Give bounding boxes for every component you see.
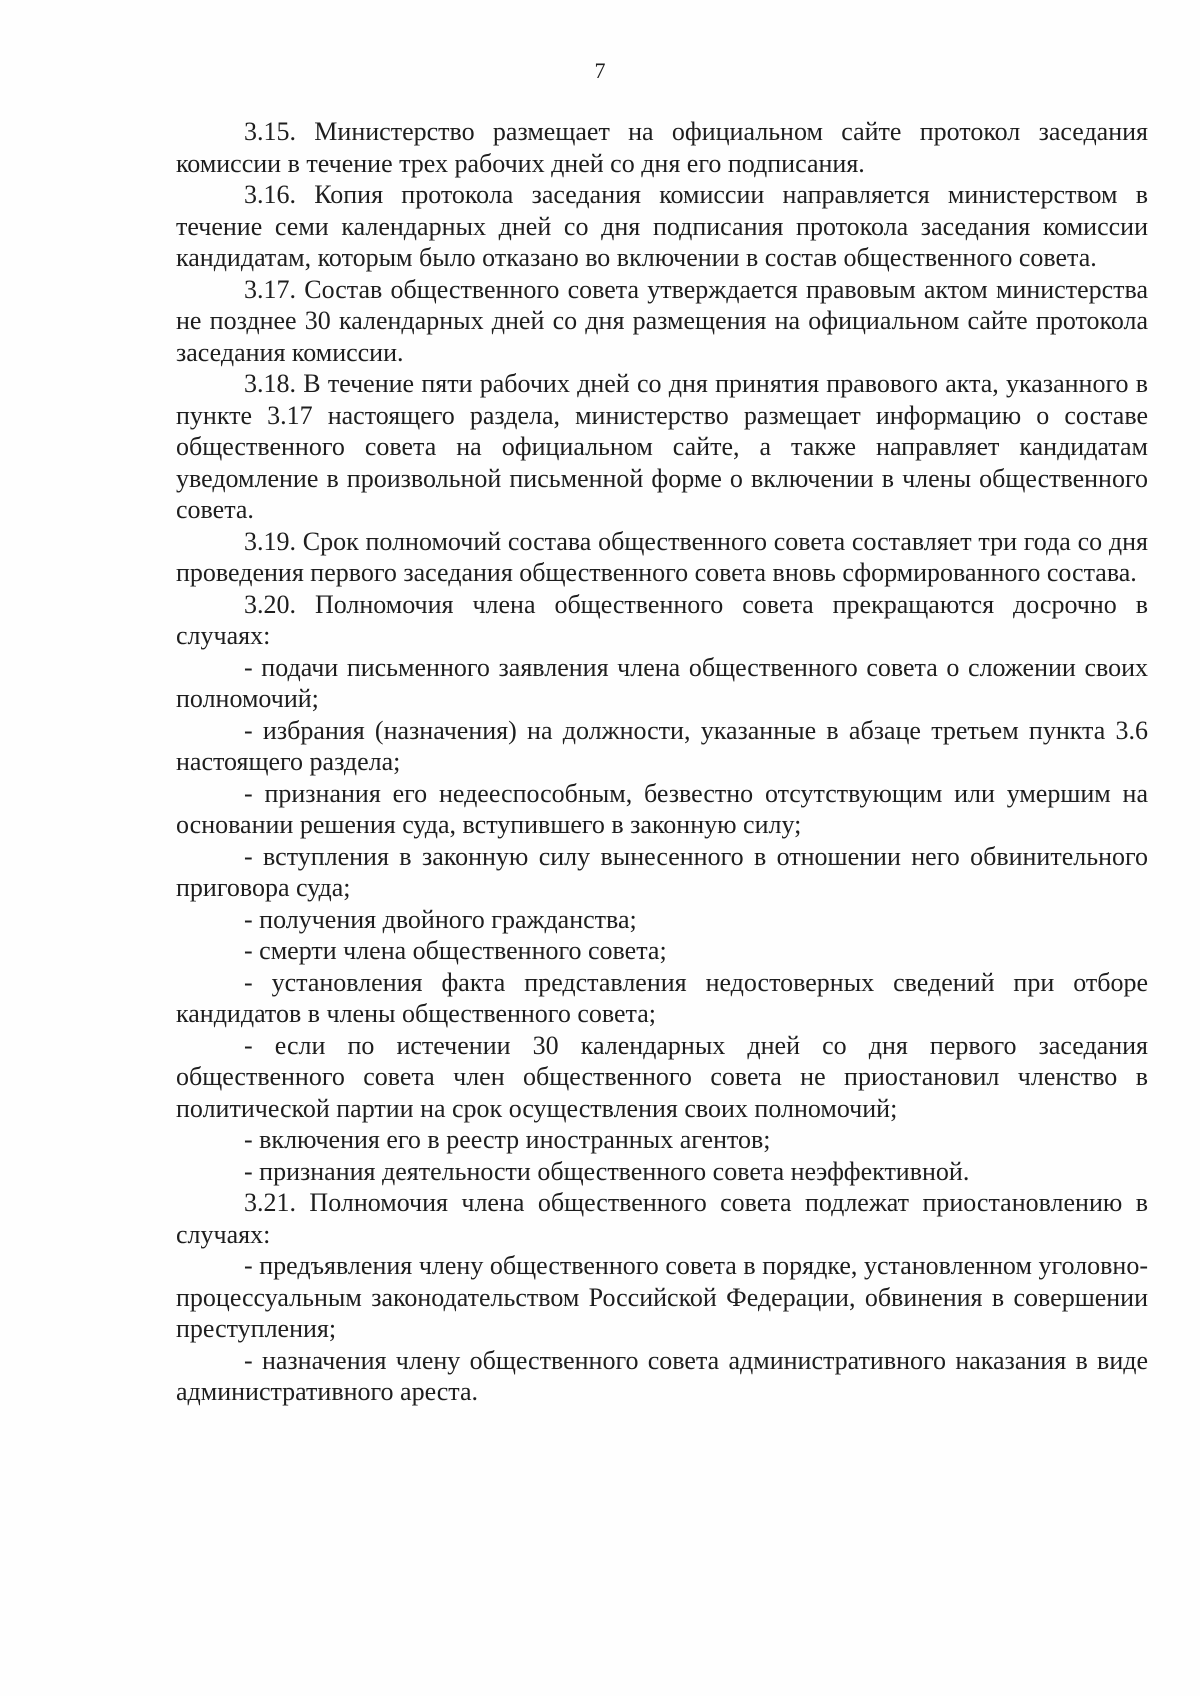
list-item: - смерти члена общественного совета; (244, 936, 667, 965)
paragraph: 3.21. Полномочия члена общественного совета подлежат приостановлению в случаях: (176, 1188, 1148, 1249)
paragraph: 3.17. Состав общественного совета утверждается правовым актом министерства не позднее 30 календарных дней со дня размещения на официальном сайте протокола заседания комиссии. (176, 274, 1148, 367)
list-item: - признания деятельности общественного совета неэффективной. (244, 1156, 970, 1186)
paragraph: 3.19. Срок полномочий состава общественного совета составляет три года со дня проведения первого заседания общественного совета вновь сформированного состава. (176, 526, 1148, 587)
list-item: - если по истечении 30 календарных дней со дня первого заседания общественного совета член общественного совета не приостановил членство в политической партии на срок осуществления своих полномочий; (176, 1030, 1148, 1123)
page-number: 7 (594, 58, 606, 83)
list-item: - подачи письменного заявления члена общественного совета о сложении своих полномочий; (176, 652, 1148, 713)
list-item: - получения двойного гражданства; (244, 904, 637, 934)
list-item: - предъявления члену общественного совета в порядке, установленном уголовно-процессуальным законодательством Российской Федерации, обвинения в совершении преступления; (176, 1251, 1148, 1343)
paragraph: 3.15. Министерство размещает на официальном сайте протокол заседания комиссии в течение трех рабочих дней со дня его подписания. (176, 117, 1148, 178)
paragraph: 3.20. Полномочия члена общественного совета прекращаются досрочно в случаях: (176, 589, 1148, 650)
list-item: - избрания (назначения) на должности, указанные в абзаце третьем пункта 3.6 настоящего раздела; (176, 715, 1148, 776)
paragraph: 3.18. В течение пяти рабочих дней со дня принятия правового акта, указанного в пункте 3.17 настоящего раздела, министерство размещает информацию о составе общественного совета на официальном сайте, а также направляет кандидатам уведомление в произвольной письменной форме о включении в члены общественного совета. (176, 369, 1148, 524)
list-item: - признания его недееспособным, безвестно отсутствующим или умершим на основании решения суда, вступившего в законную силу; (176, 778, 1148, 839)
document-body (176, 116, 1148, 1408)
list-item: - вступления в законную силу вынесенного в отношении него обвинительного приговора суда; (176, 841, 1148, 902)
list-item: - включения его в реестр иностранных агентов; (244, 1125, 771, 1154)
paragraph: 3.16. Копия протокола заседания комиссии направляется министерством в течение семи календарных дней со дня подписания протокола заседания комиссии кандидатам, которым было отказано во включении в состав общественного совета. (176, 180, 1148, 272)
list-item: - назначения члену общественного совета административного наказания в виде административного ареста. (176, 1345, 1148, 1406)
list-item: - установления факта представления недостоверных сведений при отборе кандидатов в члены общественного совета; (176, 967, 1148, 1028)
